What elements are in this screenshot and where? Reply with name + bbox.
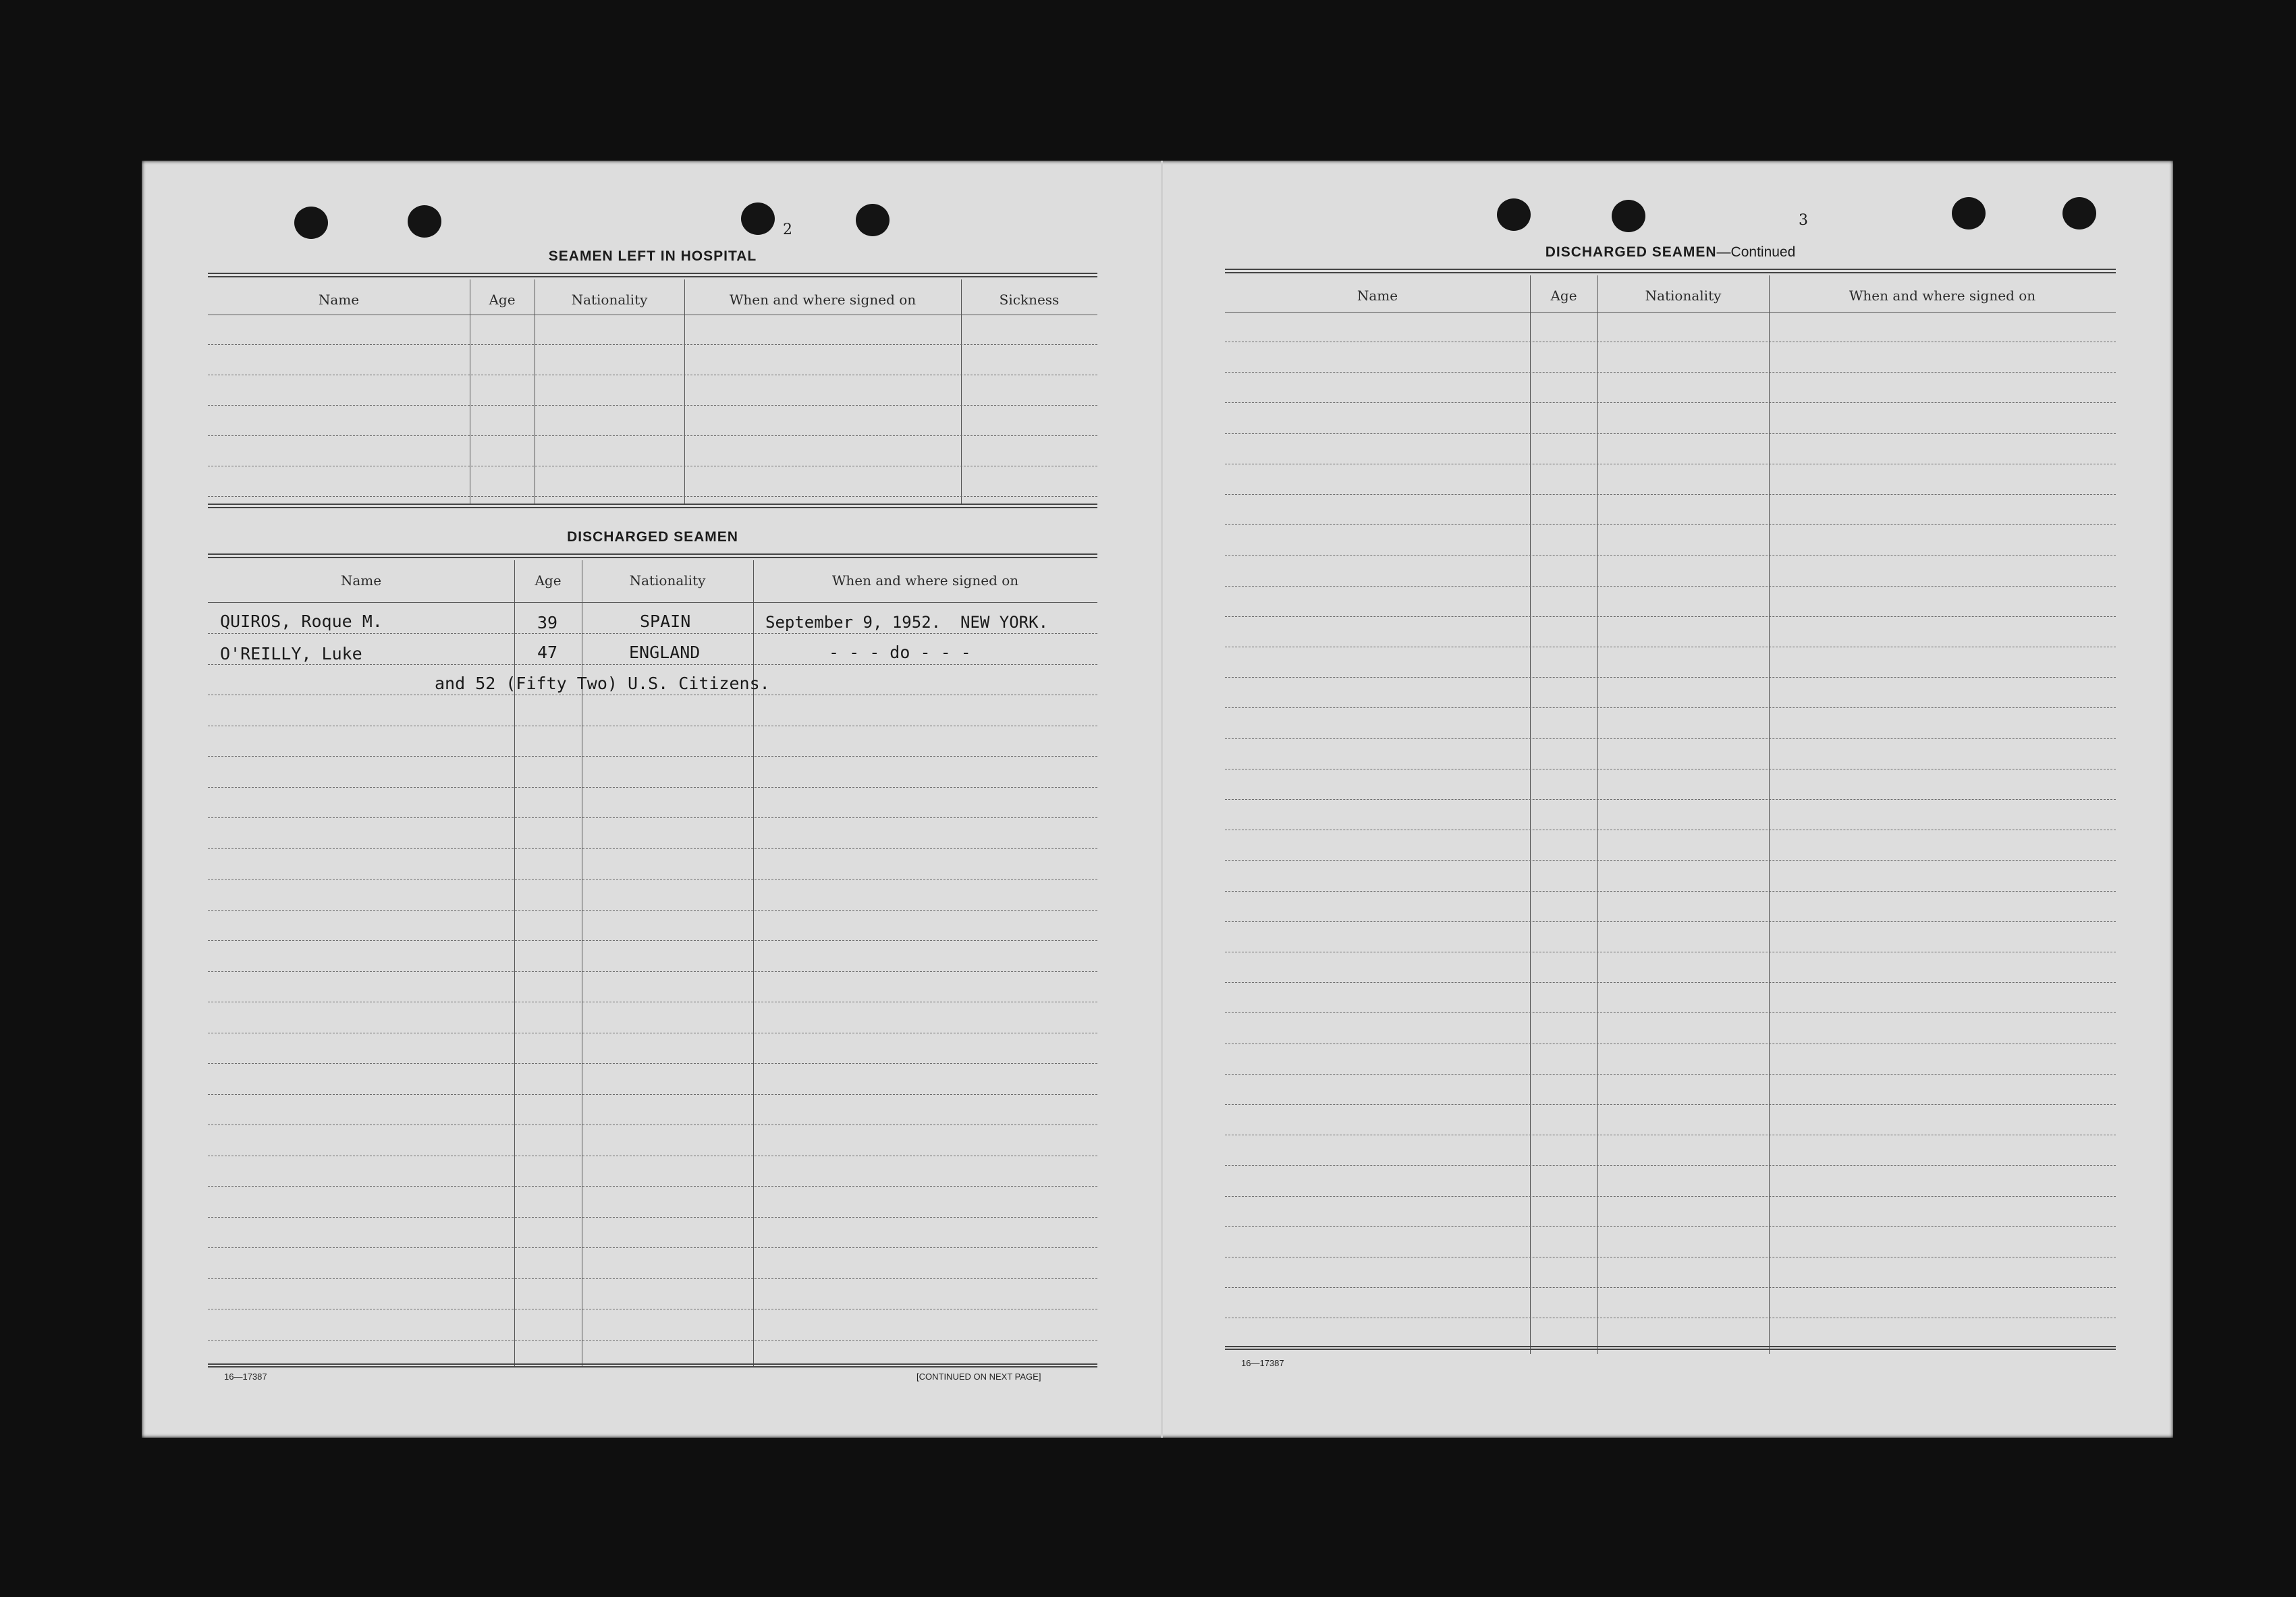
section-rule xyxy=(208,504,1097,508)
col-sickness: Sickness xyxy=(999,292,1060,308)
ruled-line xyxy=(1225,1196,2116,1197)
ruled-line xyxy=(1225,433,2116,434)
document-sheet xyxy=(142,161,2173,1438)
column-divider xyxy=(961,279,962,504)
title-continued: —Continued xyxy=(1716,244,1796,260)
ruled-line xyxy=(208,405,1097,406)
form-number: 16—17387 xyxy=(224,1372,267,1382)
col-age: Age xyxy=(489,292,516,308)
col-nationality: Nationality xyxy=(571,292,648,308)
ruled-line xyxy=(1225,738,2116,739)
column-divider xyxy=(1597,275,1598,1354)
seaman-signed-on: September 9, 1952. NEW YORK. xyxy=(765,613,1049,632)
seaman-age: 39 xyxy=(537,613,558,632)
right-page xyxy=(1225,161,2116,1438)
col-nationality: Nationality xyxy=(1645,288,1722,304)
ruled-line xyxy=(208,496,1097,497)
ruled-line xyxy=(1225,1012,2116,1013)
column-divider xyxy=(684,279,685,504)
seaman-nationality: SPAIN xyxy=(640,612,691,631)
ruled-line xyxy=(1225,799,2116,800)
ruled-line xyxy=(1225,586,2116,587)
col-name: Name xyxy=(318,292,360,308)
ruled-line xyxy=(208,1094,1097,1095)
ruled-line xyxy=(1225,707,2116,708)
ruled-line xyxy=(208,633,1097,634)
col-age: Age xyxy=(1550,288,1577,304)
ruled-line xyxy=(208,910,1097,911)
ruled-line xyxy=(208,1063,1097,1064)
hospital-section-title: SEAMEN LEFT IN HOSPITAL xyxy=(548,248,757,264)
ruled-line xyxy=(1225,616,2116,617)
seaman-nationality: ENGLAND xyxy=(629,643,701,662)
ruled-line xyxy=(208,756,1097,757)
ruled-line xyxy=(1225,1104,2116,1105)
title-rule xyxy=(1225,269,2116,273)
discharged-section-title: DISCHARGED SEAMEN xyxy=(567,529,738,545)
bottom-rule xyxy=(208,1363,1097,1368)
ruled-line xyxy=(208,664,1097,665)
title-rule xyxy=(208,553,1097,558)
ruled-line xyxy=(208,787,1097,788)
col-nationality: Nationality xyxy=(629,572,706,589)
ruled-line xyxy=(1225,555,2116,556)
ruled-line xyxy=(208,817,1097,818)
discharged-continued-table xyxy=(1225,275,2116,1354)
page-number: 2 xyxy=(783,221,792,238)
seaman-name: QUIROS, Roque M. xyxy=(220,612,383,631)
ruled-line xyxy=(208,940,1097,941)
column-divider xyxy=(1769,275,1770,1354)
ruled-line xyxy=(208,1186,1097,1187)
citizens-note: and 52 (Fifty Two) U.S. Citizens. xyxy=(435,674,770,693)
ruled-line xyxy=(1225,982,2116,983)
ruled-line xyxy=(1225,677,2116,678)
page-number: 3 xyxy=(1799,212,1808,229)
ruled-line xyxy=(1225,1287,2116,1288)
ruled-line xyxy=(1225,860,2116,861)
ruled-line xyxy=(208,1217,1097,1218)
form-number: 16—17387 xyxy=(1241,1358,1284,1368)
column-divider xyxy=(1530,275,1531,1354)
ruled-line xyxy=(1225,372,2116,373)
title-rule xyxy=(208,273,1097,277)
ruled-line xyxy=(208,344,1097,345)
ruled-line xyxy=(1225,1165,2116,1166)
col-signed-on: When and where signed on xyxy=(729,292,917,308)
seaman-name: O'REILLY, Luke xyxy=(220,644,362,664)
col-name: Name xyxy=(1357,288,1398,304)
ruled-line xyxy=(1225,1074,2116,1075)
ruled-line xyxy=(1225,921,2116,922)
bottom-rule xyxy=(1225,1346,2116,1350)
discharged-continued-title xyxy=(1225,244,2116,261)
hospital-table xyxy=(208,279,1097,504)
ruled-line xyxy=(1225,494,2116,495)
ruled-line xyxy=(208,971,1097,972)
ruled-line xyxy=(1225,524,2116,525)
ruled-line xyxy=(208,848,1097,849)
title-main: DISCHARGED SEAMEN xyxy=(1545,244,1717,260)
ruled-line xyxy=(1225,402,2116,403)
ruled-line xyxy=(208,1340,1097,1341)
col-signed-on: When and where signed on xyxy=(1849,288,2036,304)
page-fold xyxy=(1161,161,1163,1438)
continued-note: [CONTINUED ON NEXT PAGE] xyxy=(917,1372,1041,1382)
ruled-line xyxy=(1225,1226,2116,1227)
col-name: Name xyxy=(340,572,382,589)
ruled-line xyxy=(208,1278,1097,1279)
seaman-signed-on: - - - do - - - xyxy=(829,643,971,662)
col-age: Age xyxy=(535,572,562,589)
discharged-table xyxy=(208,560,1097,1366)
col-signed-on: When and where signed on xyxy=(831,572,1019,589)
ruled-line xyxy=(208,435,1097,436)
seaman-age: 47 xyxy=(537,643,558,662)
ruled-line xyxy=(208,1247,1097,1248)
left-page xyxy=(208,161,1097,1438)
ruled-line xyxy=(1225,891,2116,892)
